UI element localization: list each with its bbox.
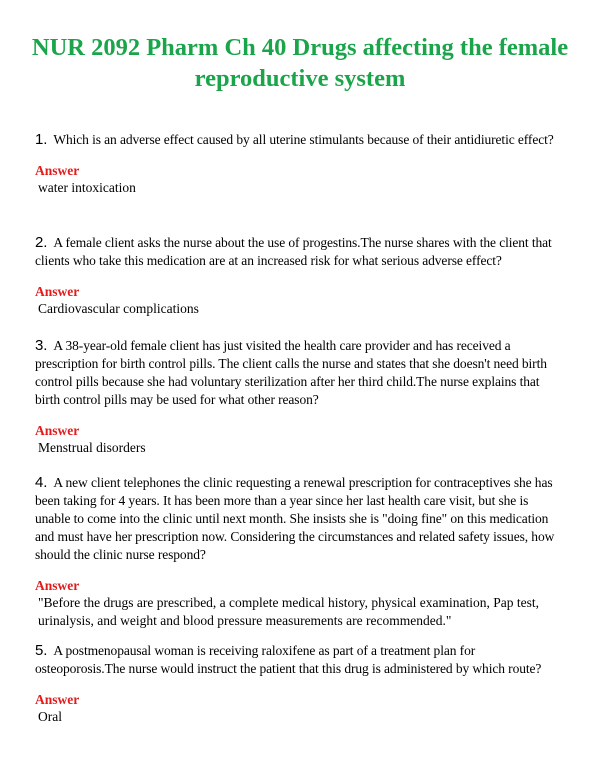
question-number: 4. [35,474,48,491]
question-text: A female client asks the nurse about the use of progestins.The nurse shares with the client that clients who take this medication are at an increased risk for what serious adverse effect? [35,235,552,268]
qa-block-1 [35,131,565,197]
question-1 [35,131,565,149]
question-text: A postmenopausal woman is receiving raloxifene as part of a treatment plan for osteoporosis.The nurse would instruct the patient that this drug is administered by which route? [35,643,542,676]
question-text: A new client telephones the clinic requesting a renewal prescription for contraceptives she has been taking for 4 years. It has been more than a year since her last health care visit, but she is unable to come into the clinic until next month. She insists she is "doing fine" on this medication and must have her prescription now. Considering the circumstances and related safety issues, how should the clinic nurse respond? [35,475,555,562]
answer-label: Answer [35,692,80,707]
answer-text: water intoxication [38,180,136,195]
question-2 [35,234,565,270]
qa-block-5 [35,642,565,726]
question-3 [35,337,565,409]
answer-text: "Before the drugs are prescribed, a complete medical history, physical examination, Pap test, urinalysis, and weight and blood pressure measurements are recommended." [38,595,539,628]
answer-text: Oral [38,709,62,724]
question-5 [35,642,565,678]
qa-block-4 [35,474,565,630]
question-number: 3. [35,337,48,354]
answer-label: Answer [35,163,80,178]
answer-text: Menstrual disorders [38,440,146,455]
question-text: A 38-year-old female client has just visited the health care provider and has received a prescription for birth control pills. The client calls the nurse and states that she doesn't need birth control pills because she had voluntary sterilization after her third child.The nurse explains that birth control pills may be used for what other reason? [35,338,547,407]
question-number: 1. [35,131,48,148]
answer-label: Answer [35,578,80,593]
question-4 [35,474,565,564]
document-title: NUR 2092 Pharm Ch 40 Drugs affecting the female reproductive system [31,34,569,92]
qa-block-2 [35,234,565,318]
question-number: 5. [35,642,48,659]
answer-label: Answer [35,423,80,438]
qa-block-3 [35,337,565,457]
question-text: Which is an adverse effect caused by all uterine stimulants because of their antidiuretic effect? [53,132,554,147]
question-number: 2. [35,234,48,251]
answer-text: Cardiovascular complications [38,301,199,316]
answer-label: Answer [35,284,80,299]
